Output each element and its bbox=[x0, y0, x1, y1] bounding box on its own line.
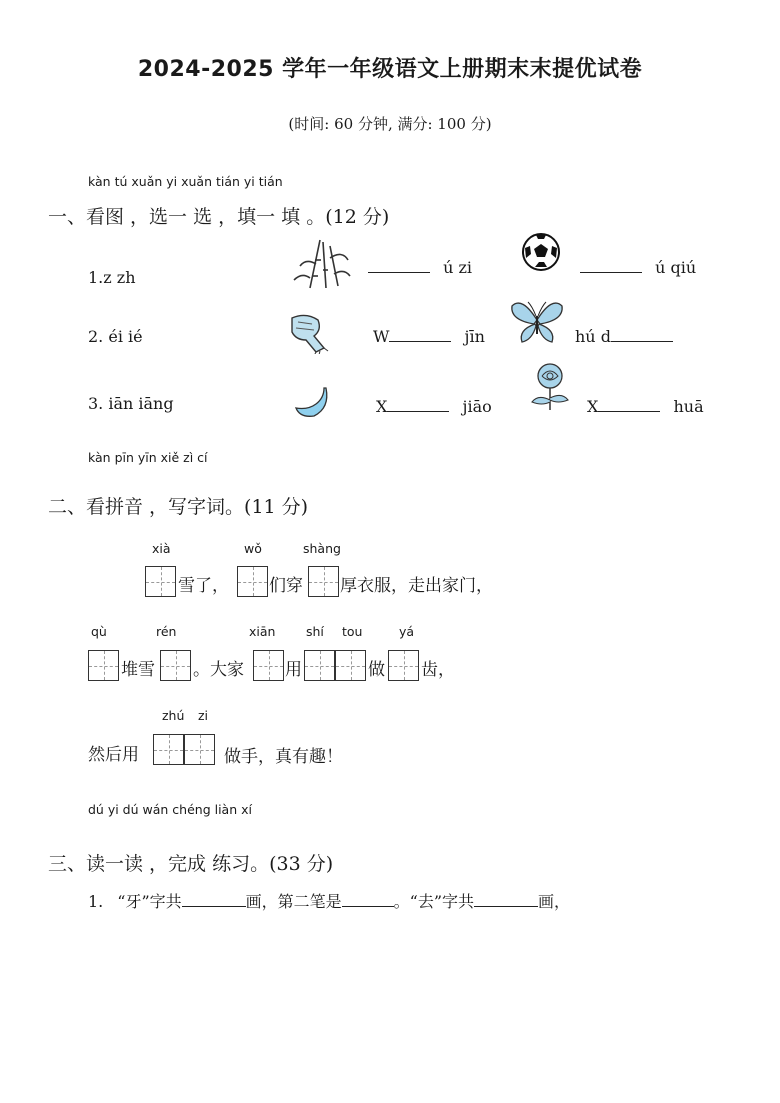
answer-blank[interactable] bbox=[342, 892, 394, 907]
section3-heading: 三、读一读 ，完成 练习。(33 分) bbox=[48, 853, 334, 875]
pinyin-hint: shàng bbox=[303, 541, 341, 556]
writing-box[interactable] bbox=[237, 566, 268, 597]
row2-label: 2. éi ié bbox=[88, 327, 143, 346]
answer-blank[interactable] bbox=[182, 892, 246, 907]
answer-blank[interactable] bbox=[389, 327, 451, 342]
pinyin-hint: shí bbox=[306, 624, 324, 639]
pinyin-hint: rén bbox=[156, 624, 177, 639]
pinyin-hint: xiān bbox=[249, 624, 276, 639]
row3-a: X jiāo bbox=[376, 397, 492, 416]
row1-b: ú qiú bbox=[580, 258, 696, 277]
row3-label: 3. iān iāng bbox=[88, 394, 174, 413]
sentence-text: 做 bbox=[368, 660, 385, 680]
writing-box[interactable] bbox=[308, 566, 339, 597]
pinyin-hint: yá bbox=[399, 624, 415, 639]
pinyin-hint: xià bbox=[152, 541, 171, 556]
answer-blank[interactable] bbox=[387, 397, 449, 412]
sentence-text: 然后用 bbox=[88, 745, 139, 765]
writing-box[interactable] bbox=[88, 650, 119, 681]
pinyin-hint: zhú bbox=[162, 708, 185, 723]
writing-box[interactable] bbox=[304, 650, 335, 681]
writing-box[interactable] bbox=[153, 734, 184, 765]
section1-pinyin: kàn tú xuǎn yi xuǎn tián yi tián bbox=[88, 174, 283, 189]
bamboo-image bbox=[290, 236, 352, 290]
row3-b: X huā bbox=[587, 397, 704, 416]
answer-blank[interactable] bbox=[474, 892, 538, 907]
sentence-text: 用 bbox=[285, 660, 302, 680]
section3-pinyin: dú yi dú wán chéng liàn xí bbox=[88, 802, 252, 817]
answer-blank[interactable] bbox=[368, 258, 430, 273]
section1-heading: 一、看图 ，选一 选 ，填一 填 。(12 分) bbox=[48, 206, 390, 228]
section2-heading: 二、看拼音 ，写字词。(11 分) bbox=[48, 496, 309, 518]
writing-box[interactable] bbox=[184, 734, 215, 765]
flower-image bbox=[528, 362, 572, 412]
sentence-text: 。大家 bbox=[193, 660, 244, 680]
pinyin-hint: wǒ bbox=[244, 541, 262, 556]
row1-label: 1.z zh bbox=[88, 268, 136, 287]
sentence-text: 厚衣服，走出家门， bbox=[340, 576, 493, 596]
writing-box[interactable] bbox=[388, 650, 419, 681]
pinyin-hint: zi bbox=[198, 708, 209, 723]
answer-blank[interactable] bbox=[580, 258, 642, 273]
sentence-text: 堆雪 bbox=[121, 660, 155, 680]
writing-box[interactable] bbox=[335, 650, 366, 681]
answer-blank[interactable] bbox=[598, 397, 660, 412]
soccer-ball-image bbox=[521, 232, 561, 272]
question-1: 1. “牙”字共 画，第二笔是 。“去”字共 画， bbox=[88, 892, 571, 911]
writing-box[interactable] bbox=[253, 650, 284, 681]
scarf-image bbox=[284, 310, 334, 354]
butterfly-image bbox=[508, 294, 566, 346]
sentence-text: 们穿 bbox=[269, 576, 303, 596]
pinyin-hint: qù bbox=[91, 624, 107, 639]
writing-box[interactable] bbox=[160, 650, 191, 681]
sentence-text: 做手，真有趣！ bbox=[224, 747, 343, 767]
banana-image bbox=[292, 384, 332, 420]
sentence-text: 雪了， bbox=[178, 576, 229, 596]
row2-a: W jīn bbox=[373, 327, 485, 346]
writing-box[interactable] bbox=[145, 566, 176, 597]
pinyin-hint: tou bbox=[342, 624, 363, 639]
row2-b: hú d bbox=[575, 327, 673, 346]
page-title: 2024-2025 学年一年级语文上册期末末提优试卷 bbox=[137, 57, 643, 82]
answer-blank[interactable] bbox=[611, 327, 673, 342]
row1-a: ú zi bbox=[368, 258, 472, 277]
sentence-text: 齿， bbox=[421, 660, 455, 680]
section2-pinyin: kàn pīn yīn xiě zì cí bbox=[88, 450, 208, 465]
exam-info: (时间: 60 分钟, 满分: 100 分) bbox=[288, 115, 492, 133]
